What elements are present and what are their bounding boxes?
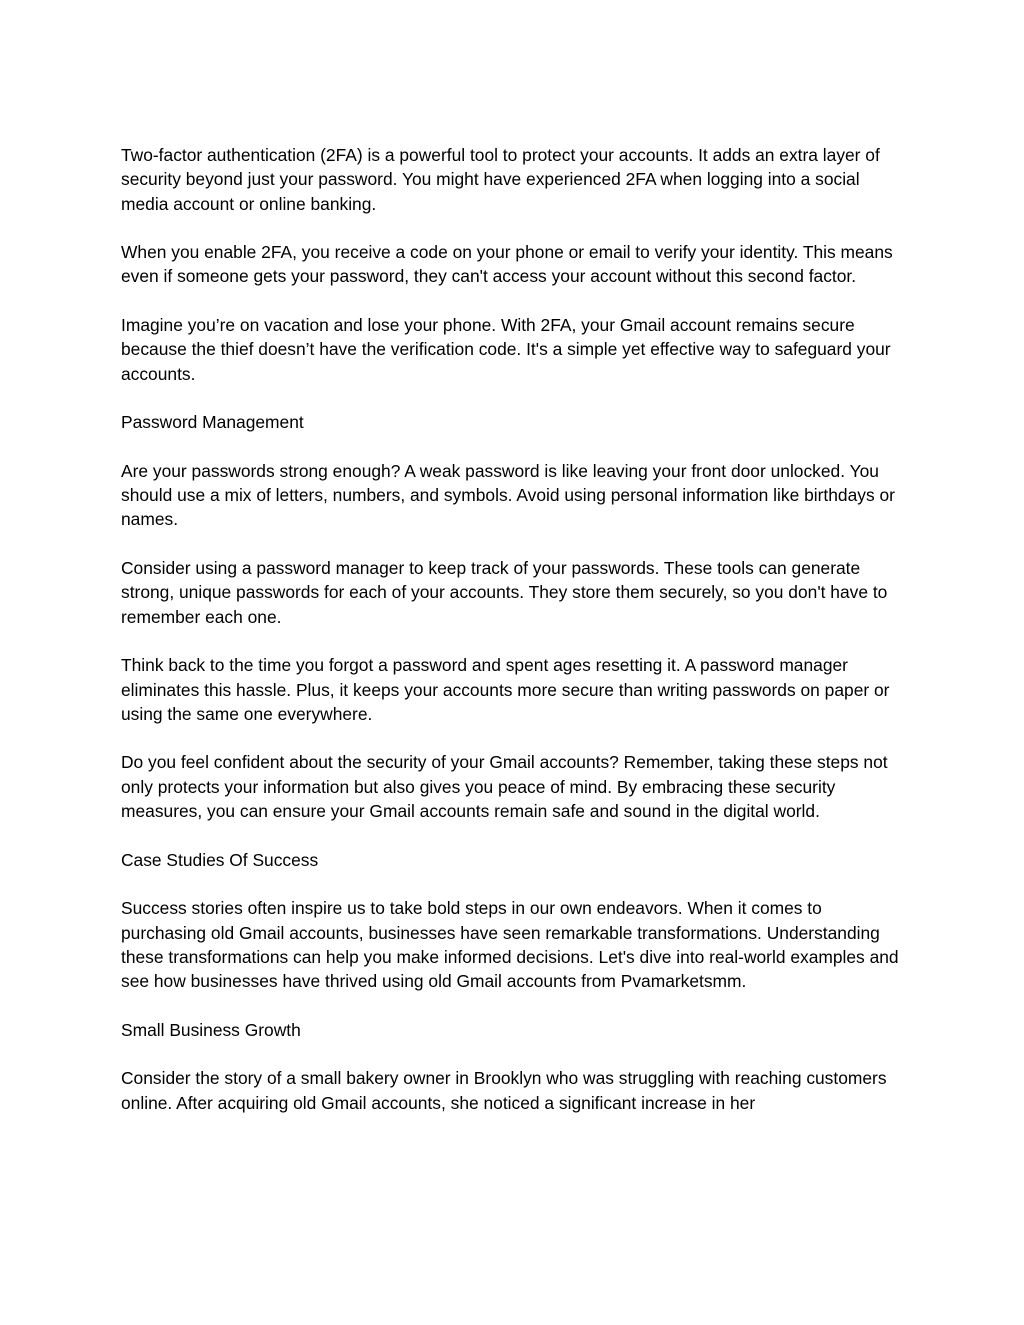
paragraph-security-confidence: Do you feel confident about the security of your Gmail accounts? Remember, taking these steps not only protects your information but also gives you peace of mind. By embracing these security measures, you can ensure your Gmail accounts remain safe and sound in the digital world. (121, 752, 888, 822)
paragraph-2fa-example: Imagine you’re on vacation and lose your phone. With 2FA, your Gmail account remains secure because the thief doesn’t have the verification code. It's a simple yet effective way to safeguard your accounts. (121, 315, 891, 384)
paragraph-password-hassle: Think back to the time you forgot a password and spent ages resetting it. A password manager eliminates this hassle. Plus, it keeps your accounts more secure than writing passwords on paper or using the same one everywhere. (121, 655, 890, 724)
paragraph-bakery-story: Consider the story of a small bakery owner in Brooklyn who was struggling with reaching customers online. After acquiring old Gmail accounts, she noticed a significant increase in her (121, 1068, 887, 1113)
heading-small-business-growth: Small Business Growth (121, 1019, 301, 1040)
paragraph-password-manager: Consider using a password manager to keep track of your passwords. These tools can generate strong, unique passwords for each of your accounts. They store them securely, so you don't have to remember each one. (121, 558, 888, 627)
paragraph-success-stories: Success stories often inspire us to take bold steps in our own endeavors. When it comes to purchasing old Gmail accounts, businesses have seen remarkable transformations. Understanding these transformations can help you make informed decisions. Let's dive into real-world examples and see how businesses have thrived using old Gmail accounts from Pvamarketsmm. (121, 898, 899, 992)
paragraph-2fa-intro: Two-factor authentication (2FA) is a powerful tool to protect your accounts. It adds an extra layer of security beyond just your password. You might have experienced 2FA when logging into a social media account or online banking. (121, 145, 880, 214)
heading-password-management: Password Management (121, 412, 304, 433)
paragraph-password-strength: Are your passwords strong enough? A weak password is like leaving your front door unlocked. You should use a mix of letters, numbers, and symbols. Avoid using personal information like birthdays or names. (121, 460, 895, 530)
document-body (121, 143, 911, 1139)
heading-case-studies: Case Studies Of Success (121, 849, 319, 870)
paragraph-2fa-how: When you enable 2FA, you receive a code on your phone or email to verify your identity. This means even if someone gets your password, they can't access your account without this second factor. (121, 242, 893, 287)
